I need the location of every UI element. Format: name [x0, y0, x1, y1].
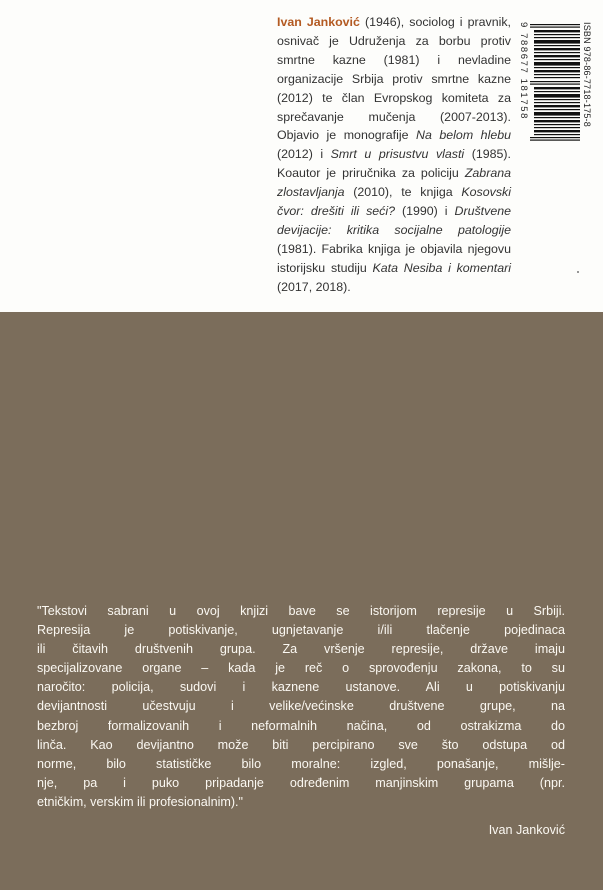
isbn-label: ISBN 978-86-7718-175-8 [582, 22, 592, 127]
quote-line: linča. Kao devijantno može biti percipirano sve što odstupa od [37, 737, 565, 752]
book-title: Kosovski čvor: drešiti ili seći? [277, 185, 511, 219]
quote-line: ili čitavih društvenih grupa. Za vršenje represije, države imaju [37, 642, 565, 657]
back-cover-quote [37, 602, 565, 812]
bio-text: (2012) i [277, 147, 331, 162]
top-panel [0, 0, 603, 312]
book-title: Društvene devijacije: kritika socijalne patologije [277, 204, 511, 237]
barcode-digits: 9 788677 181758 [518, 22, 529, 120]
author-bio [277, 13, 511, 297]
quote-line: Represija je potiskivanje, ugnjetavanje i/ili tlačenje pojedinaca [37, 623, 565, 638]
author-name: Ivan Janković [277, 15, 360, 29]
quote-author: Ivan Janković [488, 823, 565, 837]
quote-line: etničkim, verskim ili profesionalnim)." [37, 794, 244, 809]
bio-text: (2010), te knjiga [344, 185, 462, 200]
book-title: Smrt u prisustvu vlasti [330, 147, 465, 162]
bio-text: (2017, 2018). [277, 279, 351, 294]
quote-line: devijantnosti učestvuju i velike/većinske društvene grupe, na [37, 699, 565, 714]
book-title: Na belom hlebu [416, 128, 511, 143]
print-mark [577, 271, 579, 273]
book-title: Zabrana zlostavljanja [277, 166, 511, 200]
quote-line: nje, pa i puko pripadanje određenim manjinskim grupama (npr. [37, 775, 565, 790]
book-title: Kata Nesiba i komentari [372, 260, 512, 275]
quote-line: norme, bilo statističke bilo moralne: izgled, ponašanje, mišlje- [37, 756, 565, 771]
quote-line: "Tekstovi sabrani u ovoj knjizi bave se istorijom represije u Srbiji. [37, 604, 565, 618]
bio-text: (1985). Koautor je priručnika za policiju [277, 147, 511, 181]
quote-line: naročito: policija, sudovi i kaznene ustanove. Ali u potiskivanju [37, 680, 565, 695]
bio-text: (1981). Fabrika knjiga je objavila njegovu istorijsku studiju [277, 241, 511, 275]
quote-line: specijalizovane organe – kada je reč o sprovođenju zakona, to su [37, 661, 565, 676]
barcode-bars [530, 22, 580, 150]
isbn-barcode [517, 22, 592, 150]
bio-text: (1946), sociolog i pravnik, osnivač je Udruženja za borbu protiv smrtne kazne (1981) i nevladine organizacije Srbija protiv smrtne kazne (2012) te član Evropskog komiteta za sprečavanje mučenja (2007-2013). Objavio je monografije [277, 15, 511, 143]
quote-line: bezbroj formalizovanih i neformalnih načina, od ostrakizma do [37, 718, 565, 733]
bio-text: (1990) i [395, 204, 455, 219]
